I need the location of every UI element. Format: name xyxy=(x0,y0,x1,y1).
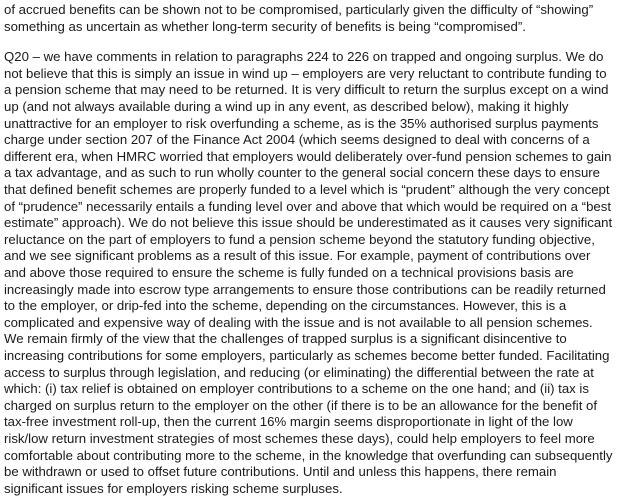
text-line: different era, when HMRC worried that employers would deliberately over-fund pension schemes to gain xyxy=(4,148,612,164)
text-line: and we see significant problems as a result of this issue. For example, payment of contributions over xyxy=(4,248,591,264)
text-line: which: (i) tax relief is obtained on employer contributions to a scheme on the one hand; and (ii) tax is xyxy=(4,381,589,397)
text-line: and above those required to ensure the scheme is fully funded on a technical provisions basis are xyxy=(4,265,574,280)
text-line: be withdrawn or used to offset future contributions. Until and unless this happens, there remain xyxy=(4,464,557,480)
text-line: something as uncertain as whether long-term security of benefits is being “compromised”. xyxy=(4,18,526,34)
text-line: estimate” approach). We do not believe this issue should be underestimated as it causes very significant xyxy=(4,215,613,231)
text-line: We remain firmly of the view that the challenges of trapped surplus is a significant disincentive to xyxy=(4,331,567,347)
text-line: of accrued benefits can be shown not to be compromised, particularly given the difficulty of “showing” xyxy=(4,2,594,17)
text-line: comfortable about contributing more to the scheme, in the knowledge that overfunding can subsequently xyxy=(4,447,613,463)
text-line: unattractive for an employer to risk overfunding a scheme, as is the 35% authorised surplus payments xyxy=(4,115,599,131)
text-line: up (and not always available during a wind up in any event, as described below), making it highly xyxy=(4,99,569,114)
text-line: to the employer, or drip-fed into the scheme, depending on the circumstances. However, this is a xyxy=(4,298,567,314)
text-line: complicated and expensive way of dealing with the issue and is not available to all pension schemes. xyxy=(4,314,593,330)
text-line: charged on surplus return to the employer on the other (if there is to be an allowance for the benefit of xyxy=(4,397,598,413)
text-line: not believe that this is simply an issue in wind up – employers are very reluctant to contribute funding to xyxy=(4,65,607,81)
text-line: charge under section 207 of the Finance Act 2004 (which seems designed to deal with concerns of a xyxy=(4,132,590,148)
text-line: access to surplus through legislation, and reducing (or eliminating) the differential between the rate at xyxy=(4,364,594,380)
text-line: reluctance on the part of employers to fund a pension scheme beyond the statutory funding objective, xyxy=(4,231,595,247)
text-line: of “prudence” necessarily entails a funding level over and above that which would be required on a “best xyxy=(4,198,611,214)
text-line: significant issues for employers risking scheme surpluses. xyxy=(4,480,343,496)
text-line: tax-free investment roll-up, then the current 16% margin seems disproportionate in light of the low xyxy=(4,414,573,430)
text-line: a tax advantage, and as such to run wholly counter to the general social concern these days to ensure xyxy=(4,165,601,181)
text-line: increasingly made into escrow type arrangements to ensure those contributions can be readily returned xyxy=(4,281,606,297)
text-line: increasing contributions for some employers, particularly as schemes become better funded. Facilitating xyxy=(4,348,610,363)
text-line: risk/low return investment strategies of most schemes these days), could help employers to feel more xyxy=(4,431,595,446)
text-line: that defined benefit schemes are properly funded to a level which is “prudent” although the very concept xyxy=(4,182,610,197)
text-line: Q20 – we have comments in relation to paragraphs 224 to 226 on trapped and ongoing surplus. We do xyxy=(4,49,604,65)
text-line: a pension scheme that may need to be returned. It is very difficult to return the surplus except on a wind xyxy=(4,82,609,98)
